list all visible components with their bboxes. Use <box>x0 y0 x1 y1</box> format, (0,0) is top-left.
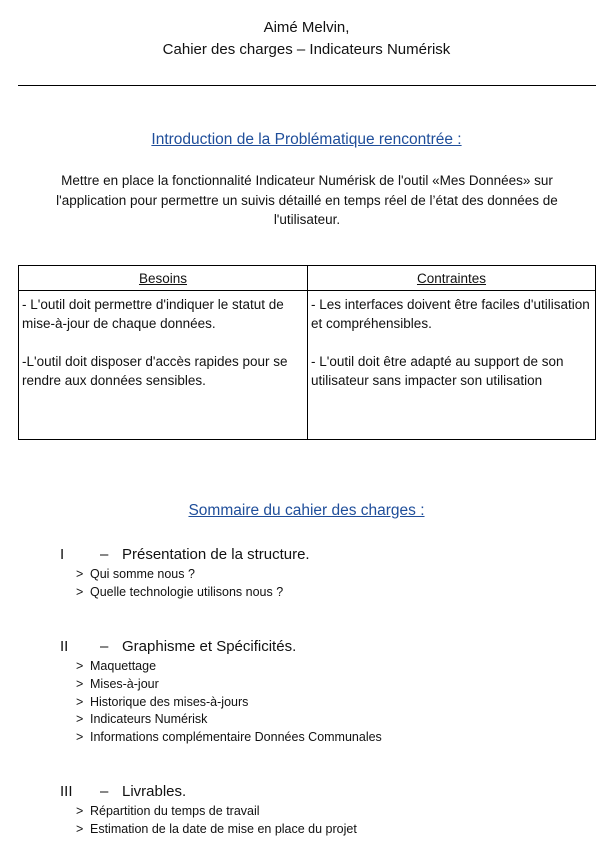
contrainte-item: - L'outil doit être adapté au support de son utilisateur sans impacter son utilisation <box>311 354 564 388</box>
chevron-right-icon: > <box>76 730 84 745</box>
section-number: I <box>60 546 65 563</box>
section-dash: – <box>100 638 109 655</box>
list-item: > Indicateurs Numérisk <box>76 711 382 729</box>
list-item: > Qui somme nous ? <box>76 566 283 584</box>
list-item: > Estimation de la date de mise en place du projet <box>76 821 357 839</box>
list-item: > Quelle technologie utilisons nous ? <box>76 584 283 602</box>
chevron-right-icon: > <box>76 694 84 709</box>
besoin-item: - L'outil doit permettre d'indiquer le statut de mise-à-jour de chaque données. <box>22 297 284 331</box>
chevron-right-icon: > <box>76 567 84 581</box>
table-header-contraintes: Contraintes <box>308 266 596 291</box>
chevron-right-icon: > <box>76 676 84 691</box>
section-dash: – <box>100 546 109 563</box>
document-title: Cahier des charges – Indicateurs Numérisk <box>162 41 451 58</box>
contraintes-cell <box>308 291 596 440</box>
section-heading <box>60 783 186 800</box>
chevron-right-icon: > <box>76 659 84 673</box>
section-items-list <box>76 566 283 602</box>
document-header <box>0 17 613 61</box>
section-heading <box>60 546 310 563</box>
section-number: II <box>60 638 69 655</box>
table-header-besoins: Besoins <box>19 266 308 291</box>
list-item: > Informations complémentaire Données Communales <box>76 729 382 747</box>
besoin-item: -L'outil doit disposer d'accès rapides pour se rendre aux données sensibles. <box>22 354 288 388</box>
list-item: > Répartition du temps de travail <box>76 803 357 821</box>
section-items-list <box>76 803 357 839</box>
chevron-right-icon: > <box>76 712 84 727</box>
list-item: > Historique des mises-à-jours <box>76 694 382 712</box>
list-item: > Maquettage <box>76 658 382 676</box>
list-item: > Mises-à-jour <box>76 676 382 694</box>
section-title: Présentation de la structure. <box>122 546 310 563</box>
header-divider <box>18 85 596 86</box>
contrainte-item: - Les interfaces doivent être faciles d'utilisation et compréhensibles. <box>311 297 590 331</box>
chevron-right-icon: > <box>76 821 84 836</box>
section-items-list <box>76 658 382 747</box>
intro-text: Mettre en place la fonctionnalité Indicateur Numérisk de l'outil «Mes Données» sur l'application pour permettre un suivis détaillé en temps réel de l’état des données de l'utilisateur. <box>56 173 558 227</box>
section-dash: – <box>100 783 109 800</box>
intro-heading: Introduction de la Problématique rencontrée : <box>151 131 462 148</box>
summary-heading: Sommaire du cahier des charges : <box>188 502 425 519</box>
requirements-table <box>18 265 596 440</box>
section-title: Graphisme et Spécificités. <box>122 638 297 655</box>
section-number: III <box>60 783 73 800</box>
author-name: Aimé Melvin, <box>263 19 350 36</box>
chevron-right-icon: > <box>76 584 84 599</box>
section-heading <box>60 638 296 655</box>
besoins-cell <box>19 291 308 440</box>
section-title: Livrables. <box>122 783 187 800</box>
chevron-right-icon: > <box>76 804 84 818</box>
